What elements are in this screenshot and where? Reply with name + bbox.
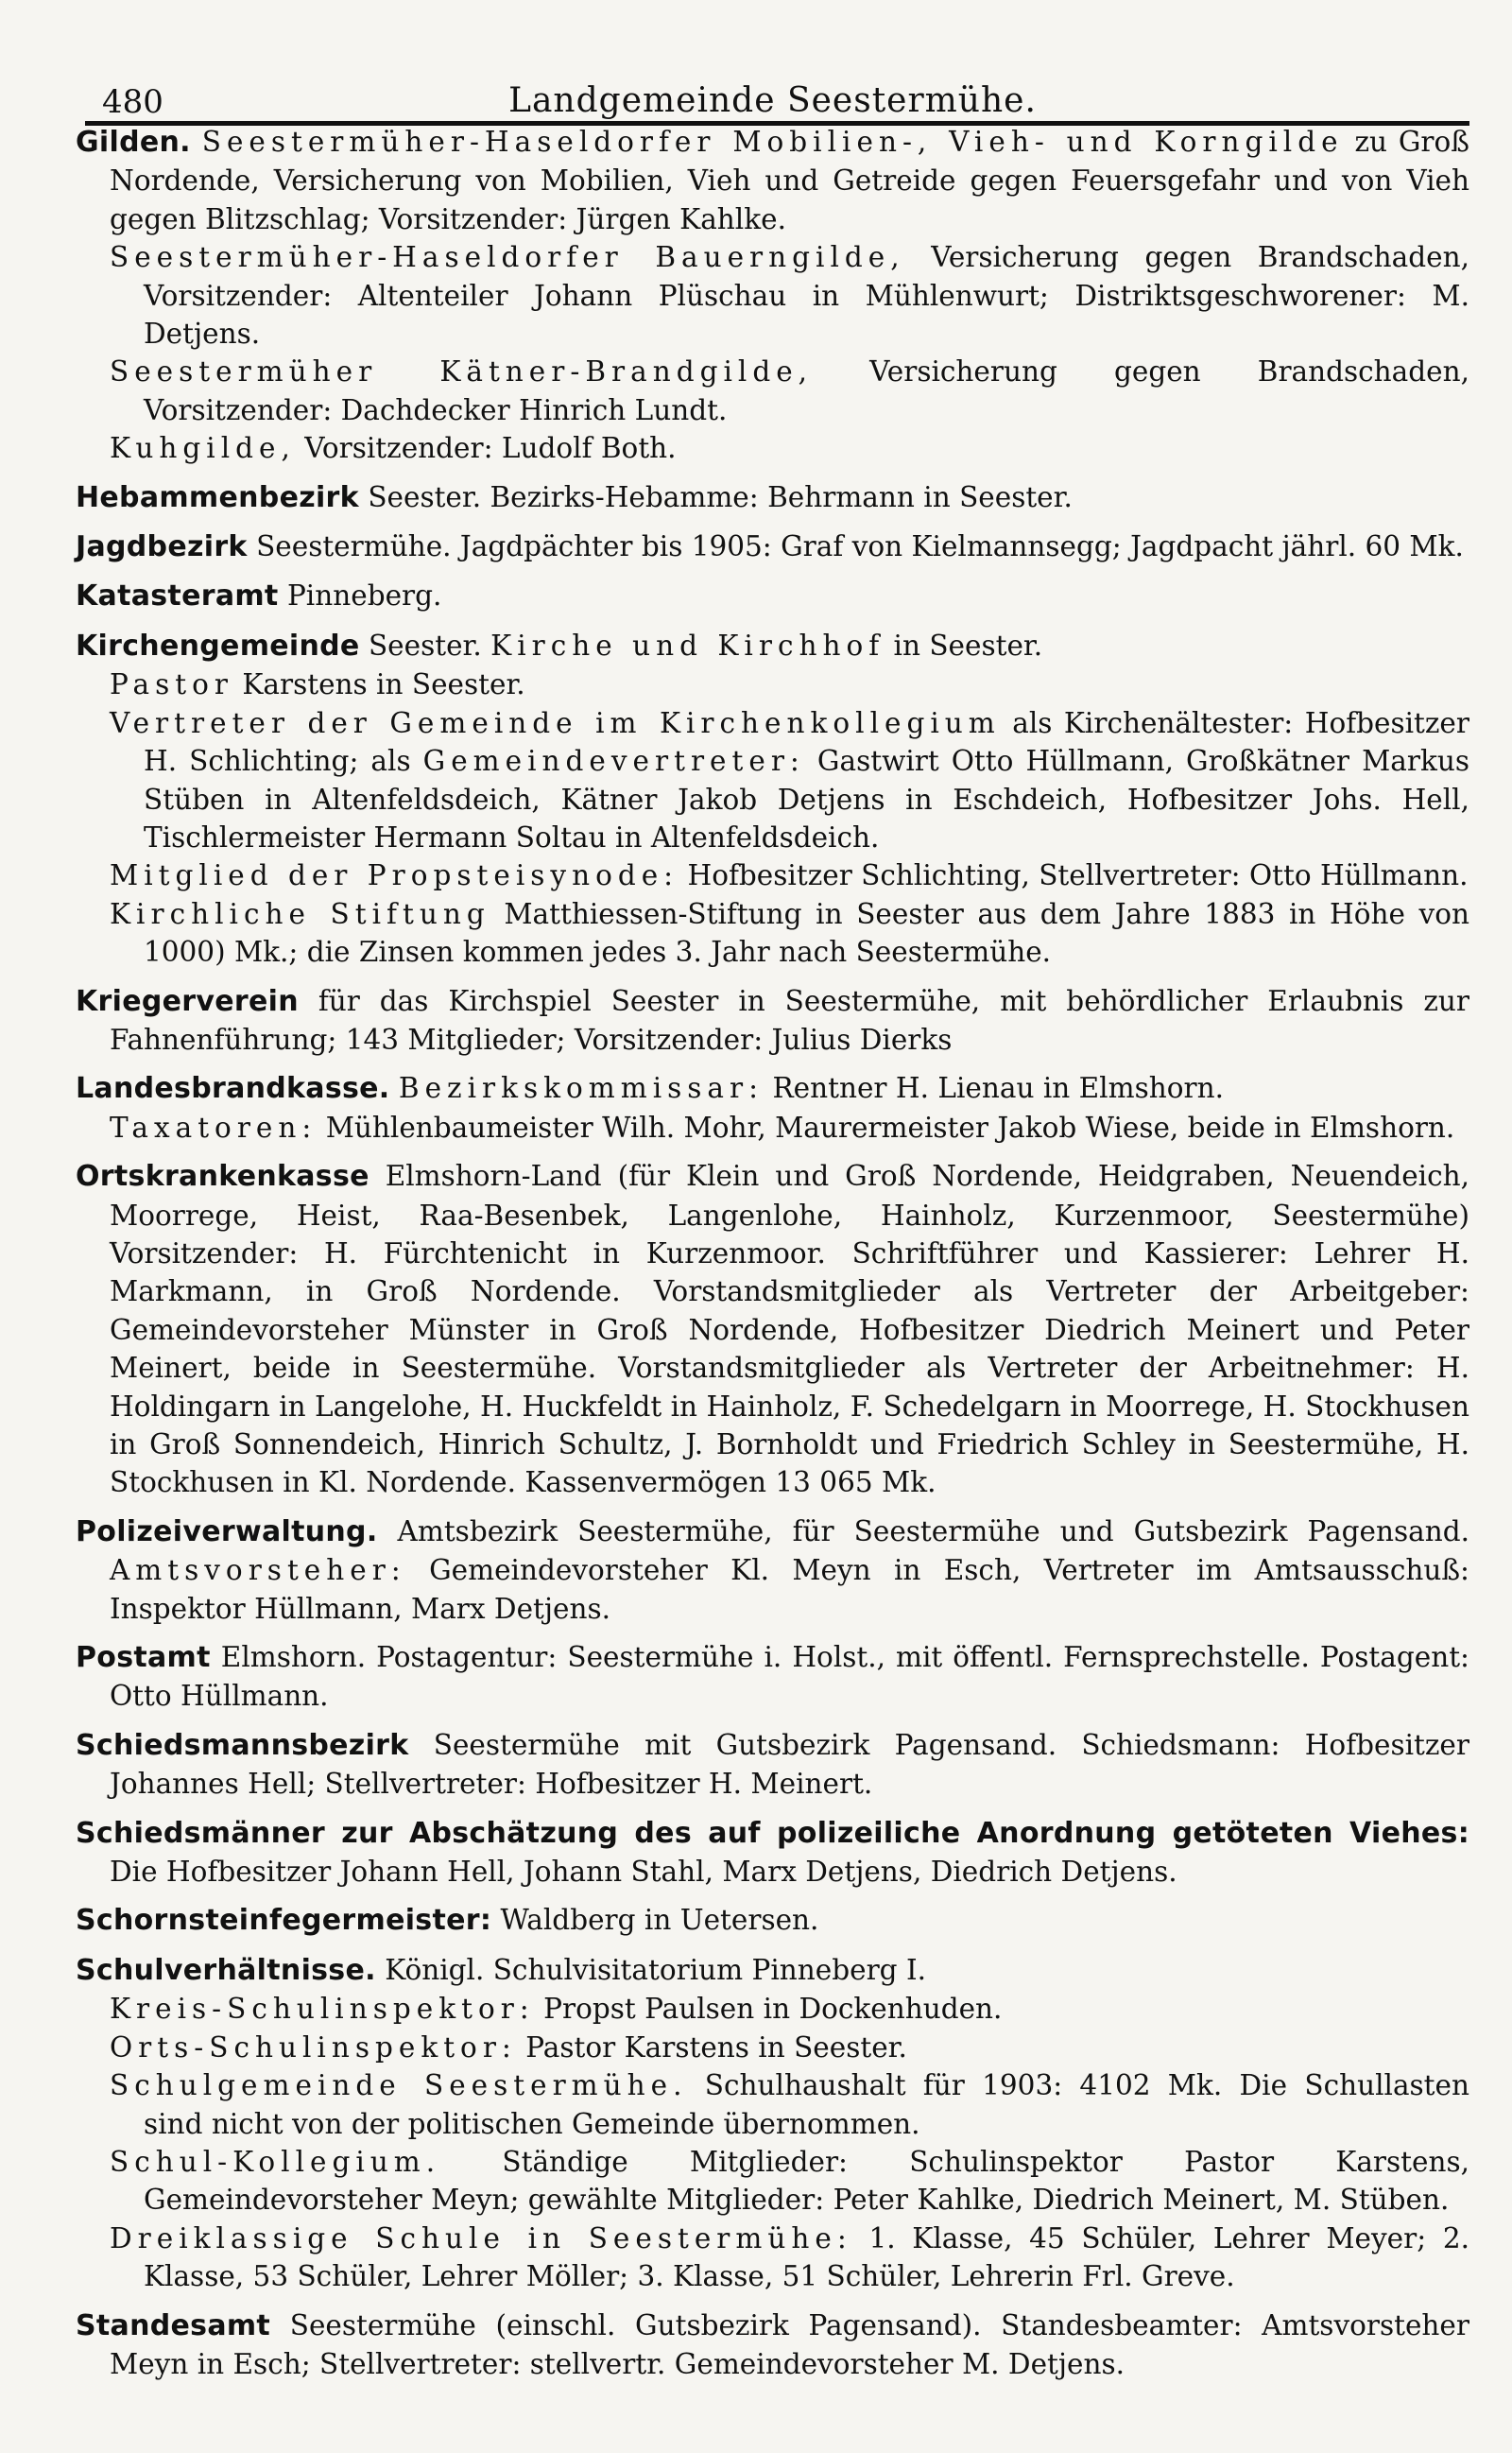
entry-paragraph — [110, 856, 1469, 894]
gilden-paragraph-3 — [110, 353, 1469, 429]
entry-paragraph — [76, 1726, 1469, 1804]
spaced-term: Pastor — [110, 668, 233, 701]
entry-standesamt — [76, 2306, 1469, 2384]
spaced-term: Dreiklassige Schule in Seestermühe: — [110, 2221, 852, 2254]
entry-heading: Schulverhältnisse. — [76, 1953, 376, 1987]
spaced-term: Schul-Kollegium. — [110, 2145, 441, 2178]
entry-paragraph — [76, 1951, 1469, 1990]
entry-text: Pinneberg. — [286, 579, 442, 613]
entry-text: Gastwirt Otto Hüllmann, Großkätner Markus Stüben in Altenfeldsdeich, Kätner Jakob Detjens in Eschdeich, Hofbesitzer Johs. Hell, Tischlermeister Hermann Soltau in Altenfeldsdeich. — [144, 745, 1469, 854]
entry-katasteramt — [76, 577, 1469, 615]
entry-gilden — [76, 123, 1469, 238]
entry-paragraph — [110, 1109, 1469, 1147]
entry-text: Seester. — [368, 629, 482, 662]
header-rule — [85, 121, 1469, 126]
entry-text: Pastor Karstens in Seester. — [525, 2030, 907, 2064]
running-title: Landgemeinde Seestermühe. — [508, 81, 1037, 120]
spaced-term: Kirchliche Stiftung — [110, 897, 490, 930]
entry-text: in Seester. — [893, 629, 1043, 662]
entry-heading: Schiedsmänner zur Abschätzung des auf polizeiliche Anordnung getöteten Viehes: — [76, 1816, 1469, 1850]
entry-paragraph — [76, 1638, 1469, 1716]
entry-paragraph — [110, 2029, 1469, 2066]
entry-heading: Polizeiverwaltung. — [76, 1514, 378, 1548]
entry-paragraph — [110, 665, 1469, 703]
entry-text: Amtsbezirk Seestermühe, für Seestermühe und Gutsbezirk Pagensand. — [397, 1514, 1469, 1547]
gilde-text: Vorsitzender: Ludolf Both. — [304, 432, 677, 465]
entry-paragraph — [76, 527, 1469, 566]
entry-heading: Gilden. — [76, 126, 191, 159]
entry-paragraph — [110, 895, 1469, 972]
entry-paragraph — [110, 1990, 1469, 2028]
entry-text: Elmshorn-Land (für Klein und Groß Nordende, Heidgraben, Neuendeich, Moorrege, Heist, Raa-Besenbek, Langenlohe, Hainholz, Kurzenmoor, Seestermühe) Vorsitzender: H. Fürchtenicht in Kurzenmoor. Schriftführer und Kassierer: Lehrer H. Markmann, in Groß Nordende. Vorstandsmitglieder als Vertreter der Arbeitgeber: Gemeindevorsteher Münster in Groß Nordende, Hofbesitzer Diedrich Meinert und Peter Meinert, beide in Seestermühe. Vorstandsmitglieder als Vertreter der Arbeitnehmer: H. Holdingarn in Langelohe, H. Huckfeldt in Hainholz, F. Schedelgarn in Moorrege, H. Stockhusen in Groß Sonnendeich, Hinrich Schultz, J. Bornholdt und Friedrich Schley in Seestermühe, H. Stockhusen in Kl. Nordende. Kassenvermögen 13 065 Mk. — [110, 1160, 1469, 1499]
gilde-name: Kuhgilde, — [110, 432, 296, 465]
entry-heading: Kriegerverein — [76, 984, 299, 1018]
gilde-name: Seestermüher-Haseldorfer Mobilien-, Vieh- und Korngilde — [201, 126, 1344, 158]
entry-schulverhaeltnisse-sub — [76, 1990, 1469, 2295]
entry-text: Matthiessen-Stiftung in Seester aus dem Jahre 1883 in Höhe von 1000) Mk.; die Zinsen kommen jedes 3. Jahr nach Seestermühe. — [144, 897, 1469, 969]
spaced-term: Taxatoren: — [110, 1111, 318, 1144]
entry-text: 1. Klasse, 45 Schüler, Lehrer Meyer; 2. Klasse, 53 Schüler, Lehrer Möller; 3. Klasse, 51 Schüler, Lehrerin Frl. Greve. — [144, 2221, 1469, 2293]
entry-schiedsmannsbezirk — [76, 1726, 1469, 1804]
spaced-term: Orts-Schulinspektor: — [110, 2030, 517, 2064]
entry-paragraph — [76, 1814, 1469, 1892]
entry-kirchengemeinde — [76, 627, 1469, 665]
entry-paragraph — [110, 2066, 1469, 2143]
spaced-term: Amtsvorsteher: — [110, 1554, 406, 1587]
entry-text: Seestermühe (einschl. Gutsbezirk Pagensand). Standesbeamter: Amtsvorsteher Meyn in Esch; Stellvertreter: stellvertr. Gemeindevorsteher M. Detjens. — [110, 2308, 1469, 2380]
entry-paragraph — [76, 1512, 1469, 1628]
entry-text: Ständige Mitglieder: Schulinspektor Pastor Karstens, Gemeindevorsteher Meyn; gewählte Mitglieder: Peter Kahlke, Diedrich Meinert, M. Stüben. — [144, 2145, 1469, 2217]
page-content — [76, 123, 1469, 2383]
entry-paragraph — [76, 478, 1469, 517]
gilde-name: Seestermüher-Haseldorfer Bauerngilde, — [110, 241, 905, 274]
entry-text: Seestermühe. Jagdpächter bis 1905: Graf von Kielmannsegg; Jagdpacht jährl. 60 Mk. — [256, 530, 1464, 563]
entry-text: Seestermühe mit Gutsbezirk Pagensand. Schiedsmann: Hofbesitzer Johannes Hell; Stellvertreter: Hofbesitzer H. Meinert. — [110, 1728, 1469, 1801]
entry-text: Seester. Bezirks-Hebamme: Behrmann in Seester. — [368, 480, 1073, 513]
entry-text: Elmshorn. Postagentur: Seestermühe i. Holst., mit öffentl. Fernsprechstelle. Postagent: Otto Hüllmann. — [110, 1641, 1469, 1713]
entry-heading: Jagdbezirk — [76, 530, 248, 564]
page-header — [76, 0, 1469, 123]
entry-schulverhaeltnisse — [76, 1951, 1469, 1990]
gilden-paragraph-1 — [76, 123, 1469, 238]
entry-text: Schulhaushalt für 1903: 4102 Mk. Die Schullasten sind nicht von der politischen Gemeinde übernommen. — [144, 2069, 1469, 2140]
entry-kirchengemeinde-sub — [76, 665, 1469, 971]
entry-paragraph — [76, 577, 1469, 615]
gilden-paragraph-4 — [110, 429, 1469, 467]
entry-heading: Standesamt — [76, 2308, 271, 2342]
spaced-term: Kreis-Schulinspektor: — [110, 1993, 535, 2026]
entry-paragraph — [110, 2143, 1469, 2220]
spaced-term: Schulgemeinde Seestermühe. — [110, 2069, 688, 2102]
gilde-text: Versicherung gegen Brandschaden, Vorsitzender: Altenteiler Johann Plüschau in Mühlenwurt; Distriktsgeschworener: M. Detjens. — [144, 241, 1469, 351]
entry-text: Waldberg in Uetersen. — [500, 1904, 819, 1937]
entry-hebammenbezirk — [76, 478, 1469, 517]
spaced-term: Gemeindevertreter: — [422, 745, 805, 778]
entry-landesbrandkasse-sub — [76, 1109, 1469, 1147]
entry-gilden-sub — [76, 238, 1469, 467]
entry-text: Rentner H. Lienau in Elmshorn. — [772, 1072, 1224, 1105]
entry-paragraph — [76, 627, 1469, 665]
entry-heading: Ortskrankenkasse — [76, 1160, 369, 1194]
entry-heading: Katasteramt — [76, 579, 279, 613]
entry-heading: Schornsteinfegermeister: — [76, 1904, 492, 1938]
entry-paragraph — [76, 1069, 1469, 1108]
entry-paragraph — [110, 704, 1469, 857]
entry-text: Karstens in Seester. — [242, 668, 525, 701]
entry-text: Mühlenbaumeister Wilh. Mohr, Maurermeister Jakob Wiese, beide in Elmshorn. — [325, 1111, 1455, 1144]
entry-postamt — [76, 1638, 1469, 1716]
gilde-text: zu Groß Nordende, Versicherung von Mobilien, Vieh und Getreide gegen Feuersgefahr und von Vieh gegen Blitzschlag; Vorsitzender: Jürgen Kahlke. — [110, 126, 1469, 235]
entry-text: Königl. Schulvisitatorium Pinneberg I. — [385, 1953, 926, 1986]
entry-text: für das Kirchspiel Seester in Seestermühe, mit behördlicher Erlaubnis zur Fahnenführung; 143 Mitglieder; Vorsitzender: Julius Dierks — [110, 984, 1469, 1056]
entry-heading: Landesbrandkasse. — [76, 1072, 390, 1106]
entry-polizeiverwaltung — [76, 1512, 1469, 1628]
gilden-paragraph-2 — [110, 238, 1469, 353]
entry-paragraph — [76, 1157, 1469, 1502]
gilde-text: Versicherung gegen Brandschaden, Vorsitzender: Dachdecker Hinrich Lundt. — [144, 355, 1469, 426]
entry-kriegerverein — [76, 982, 1469, 1060]
entry-text: Die Hofbesitzer Johann Hell, Johann Stahl, Marx Detjens, Diedrich Detjens. — [110, 1856, 1177, 1889]
page-number: 480 — [102, 83, 163, 121]
spaced-term: Bezirkskommissar: — [398, 1072, 765, 1105]
spaced-term: Kirche und Kirchhof — [490, 629, 885, 662]
entry-text: Gemeindevorsteher Kl. Meyn in Esch, Vertreter im Amtsausschuß: Inspektor Hüllmann, Marx Detjens. — [110, 1554, 1469, 1625]
entry-text: als Kirchenältester: Hofbesitzer H. Schlichting; als — [144, 706, 1469, 778]
entry-text: Hofbesitzer Schlichting, Stellvertreter: Otto Hüllmann. — [687, 859, 1469, 892]
entry-schiedsmaenner — [76, 1814, 1469, 1892]
entry-paragraph — [76, 982, 1469, 1060]
entry-landesbrandkasse — [76, 1069, 1469, 1108]
entry-jagdbezirk — [76, 527, 1469, 566]
entry-paragraph — [76, 1901, 1469, 1940]
entry-paragraph — [110, 2220, 1469, 2296]
entry-heading: Hebammenbezirk — [76, 480, 359, 514]
entry-heading: Schiedsmannsbezirk — [76, 1728, 409, 1762]
entry-text: Propst Paulsen in Dockenhuden. — [543, 1993, 1003, 2026]
entry-schornsteinfegermeister — [76, 1901, 1469, 1940]
spaced-term: Vertreter der Gemeinde im Kirchenkollegium — [110, 706, 1001, 739]
entry-heading: Kirchengemeinde — [76, 629, 360, 663]
entry-heading: Postamt — [76, 1641, 211, 1675]
gilde-name: Seestermüher Kätner-Brandgilde, — [110, 355, 814, 389]
spaced-term: Mitglied der Propsteisynode: — [110, 859, 679, 892]
entry-paragraph — [76, 2306, 1469, 2384]
entry-ortskrankenkasse — [76, 1157, 1469, 1502]
